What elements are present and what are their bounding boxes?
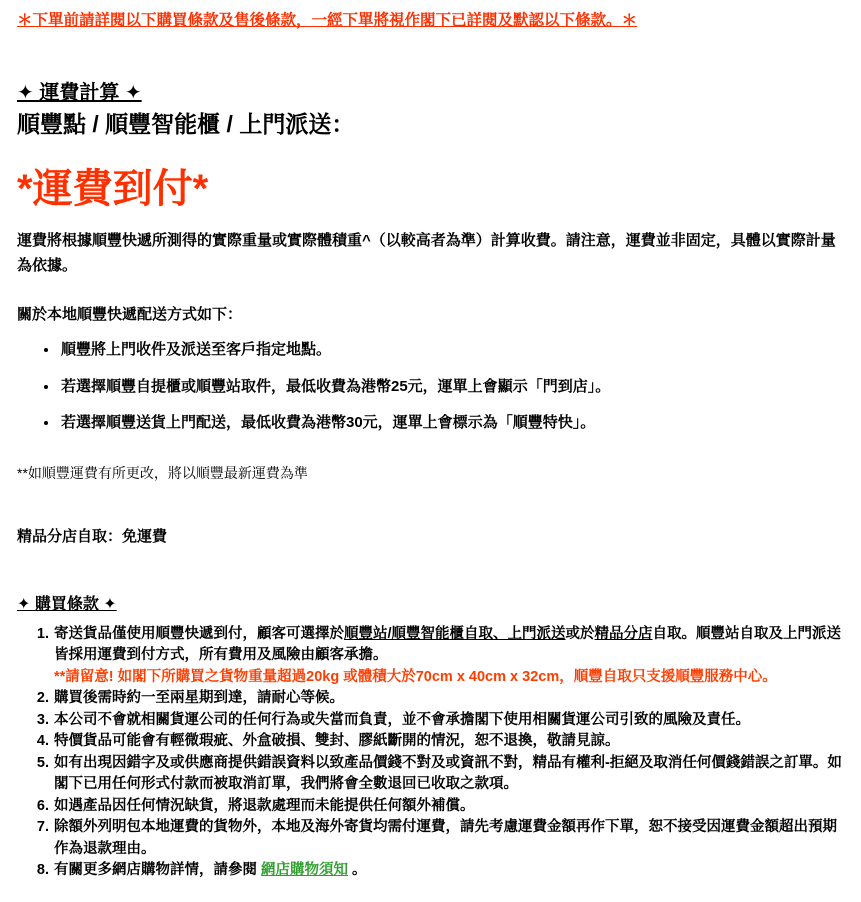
- term-item-5: 5. 如有出現因錯字及或供應商提供錯誤資料以致產品價錢不對及或資訊不對，精品有權利-拒絕及取消任何價錢錯誤之訂單。如閣下已用任何形式付款而被取消訂單，我們將會全數退回已收取之款項。: [53, 753, 843, 796]
- term1-underline-boutique: 精品分店: [594, 625, 653, 642]
- term-item-8: [53, 860, 843, 882]
- fee-update-note: **如順豐運費有所更改，將以順豐最新運費為準: [17, 464, 308, 481]
- delivery-method-item: • 若選擇順豐送貨上門配送，最低收費為港幣30元，運單上會標示為「順豐特快」。: [59, 413, 843, 433]
- term-item-6: 6. 如遇產品因任何情況缺貨，將退款處理而未能提供任何額外補償。: [53, 796, 843, 818]
- online-shopping-guide-link[interactable]: 網店購物須知: [261, 862, 349, 879]
- delivery-method-item: • 若選擇順豐自提櫃或順豐站取件，最低收費為港幣25元，運單上會顯示「門到店」。: [59, 377, 843, 397]
- term-item-7: 7. 除額外列明包本地運費的貨物外，本地及海外寄貨均需付運費，請先考慮運費金額再作下單，恕不接受因運費金額超出預期作為退款理由。: [53, 817, 843, 860]
- term-item-4: 4. 特價貨品可能會有輕微瑕疵、外盒破損、雙封、膠紙斷開的情況，恕不退換，敬請見諒。: [53, 731, 843, 753]
- freight-collect-banner: *運費到付*: [17, 166, 209, 211]
- purchase-terms-list: [17, 624, 843, 882]
- delivery-methods-list: [17, 340, 843, 433]
- term8-text: 有關更多網店購物詳情，請參閱: [54, 862, 262, 879]
- delivery-method-item: • 順豐將上門收件及派送至客戶指定地點。: [59, 340, 843, 360]
- shipping-fee-intro-paragraph: 運費將根據順豐快遞所測得的實際重量或實際體積重^（以較高者為準）計算收費。請注意，運費並非固定，具體以實際計量為依據。: [17, 231, 836, 274]
- delivery-options-subheading: 順豐點 / 順豐智能櫃 / 上門派送：: [17, 111, 355, 138]
- weight-size-warning: **請留意! 如閣下所購買之貨物重量超過20kg 或體積大於70cm x 40cm x 32cm，順豐自取只支援順豐服務中心。: [54, 668, 777, 685]
- term1-text: 自取。順豐站自取及上門派送皆採用運費到付方式，所有費用及風險由顧客承擔。: [54, 625, 842, 664]
- term-item-2: 2. 購買後需時約一至兩星期到達，請耐心等候。: [53, 688, 843, 710]
- term8-text: 。: [348, 862, 367, 879]
- local-delivery-methods-title: 關於本地順豐快遞配送方式如下：: [17, 306, 243, 324]
- top-red-notice: ＊下單前請詳閱以下購買條款及售後條款，一經下單將視作閣下已詳閱及默認以下條款。＊: [17, 12, 638, 29]
- term1-underline-pickup-options: 順豐站/順豐智能櫃自取、上門派送: [344, 625, 566, 642]
- term1-text: 寄送貨品僅使用順豐快遞到付，顧客可選擇於: [54, 625, 344, 642]
- purchase-terms-heading: ✦ 購買條款 ✦: [17, 595, 117, 613]
- term1-text: 或於: [565, 625, 595, 642]
- store-pickup-free-note: 精品分店自取：免運費: [17, 527, 168, 545]
- shipping-calculation-heading: ✦ 運費計算 ✦: [17, 82, 142, 105]
- term-item-1: [53, 624, 843, 689]
- term-item-3: 3. 本公司不會就相關貨運公司的任何行為或失當而負責，並不會承擔閣下使用相關貨運公司引致的風險及責任。: [53, 710, 843, 732]
